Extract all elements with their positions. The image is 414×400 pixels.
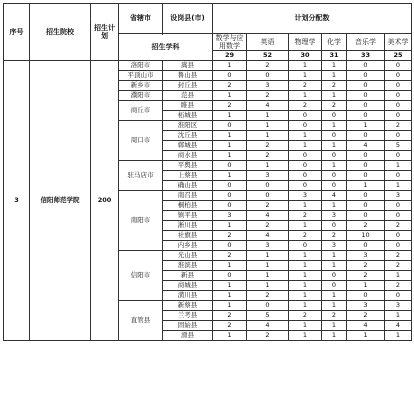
allocation-value: 2 xyxy=(347,311,385,321)
allocation-value: 1 xyxy=(385,181,412,191)
allocation-value: 0 xyxy=(322,271,347,281)
allocation-value: 0 xyxy=(322,281,347,291)
header-subject-0: 数学与应用数学 xyxy=(213,34,247,51)
allocation-value: 0 xyxy=(289,171,322,181)
allocation-value: 4 xyxy=(247,101,289,111)
county-cell: 嵩县 xyxy=(163,61,213,71)
allocation-value: 2 xyxy=(385,261,412,271)
allocation-value: 2 xyxy=(213,101,247,111)
allocation-value: 0 xyxy=(347,131,385,141)
allocation-value: 0 xyxy=(385,91,412,101)
allocation-value: 1 xyxy=(247,161,289,171)
allocation-value: 1 xyxy=(247,271,289,281)
allocation-value: 0 xyxy=(347,201,385,211)
county-cell: 淅川县 xyxy=(163,221,213,231)
county-cell: 确山县 xyxy=(163,181,213,191)
allocation-value: 0 xyxy=(247,181,289,191)
city-cell: 新乡市 xyxy=(119,81,163,91)
allocation-value: 2 xyxy=(213,231,247,241)
allocation-value: 0 xyxy=(322,171,347,181)
allocation-value: 0 xyxy=(213,121,247,131)
county-cell: 平舆县 xyxy=(163,161,213,171)
allocation-value: 2 xyxy=(247,331,289,341)
allocation-value: 0 xyxy=(347,151,385,161)
allocation-value: 2 xyxy=(289,311,322,321)
allocation-value: 1 xyxy=(289,251,322,261)
allocation-value: 1 xyxy=(322,91,347,101)
allocation-value: 0 xyxy=(213,181,247,191)
county-cell: 固始县 xyxy=(163,321,213,331)
allocation-value: 0 xyxy=(289,181,322,191)
allocation-value: 1 xyxy=(289,301,322,311)
header-subject-2: 物理学 xyxy=(289,34,322,51)
allocation-value: 1 xyxy=(347,121,385,131)
allocation-value: 2 xyxy=(385,121,412,131)
county-cell: 范县 xyxy=(163,91,213,101)
allocation-value: 2 xyxy=(213,81,247,91)
allocation-value: 1 xyxy=(322,201,347,211)
allocation-value: 3 xyxy=(213,211,247,221)
allocation-value: 0 xyxy=(247,301,289,311)
allocation-value: 1 xyxy=(213,61,247,71)
header-subject-5: 美术学 xyxy=(385,34,412,51)
county-cell: 桐柏县 xyxy=(163,201,213,211)
allocation-value: 4 xyxy=(247,321,289,331)
entry-seq: 3 xyxy=(4,61,30,341)
allocation-value: 0 xyxy=(289,151,322,161)
allocation-value: 1 xyxy=(213,111,247,121)
allocation-value: 1 xyxy=(213,141,247,151)
allocation-value: 3 xyxy=(322,211,347,221)
allocation-value: 1 xyxy=(289,221,322,231)
allocation-value: 1 xyxy=(213,331,247,341)
allocation-value: 0 xyxy=(213,161,247,171)
header-seq: 序号 xyxy=(4,4,30,61)
subject-total-1: 52 xyxy=(247,51,289,61)
city-cell: 洛阳市 xyxy=(119,61,163,71)
city-cell: 周口市 xyxy=(119,121,163,161)
allocation-value: 1 xyxy=(247,111,289,121)
allocation-value: 2 xyxy=(247,141,289,151)
allocation-value: 1 xyxy=(322,61,347,71)
city-cell: 平顶山市 xyxy=(119,71,163,81)
allocation-value: 0 xyxy=(347,91,385,101)
allocation-value: 2 xyxy=(289,81,322,91)
allocation-value: 3 xyxy=(289,191,322,201)
county-cell: 兰考县 xyxy=(163,311,213,321)
county-cell: 商水县 xyxy=(163,151,213,161)
allocation-value: 0 xyxy=(347,291,385,301)
allocation-value: 0 xyxy=(385,231,412,241)
allocation-value: 0 xyxy=(347,61,385,71)
allocation-value: 3 xyxy=(347,251,385,261)
allocation-value: 10 xyxy=(347,231,385,241)
allocation-value: 1 xyxy=(322,301,347,311)
allocation-value: 2 xyxy=(347,221,385,231)
allocation-value: 1 xyxy=(385,331,412,341)
header-county: 设岗县(市) xyxy=(163,4,213,34)
allocation-value: 1 xyxy=(347,281,385,291)
header-subject-3: 化学 xyxy=(322,34,347,51)
allocation-value: 1 xyxy=(289,321,322,331)
allocation-value: 1 xyxy=(213,91,247,101)
allocation-value: 0 xyxy=(322,151,347,161)
allocation-value: 1 xyxy=(213,291,247,301)
allocation-value: 1 xyxy=(213,261,247,271)
allocation-value: 1 xyxy=(289,201,322,211)
allocation-value: 0 xyxy=(289,111,322,121)
allocation-value: 5 xyxy=(247,311,289,321)
allocation-value: 1 xyxy=(213,301,247,311)
city-cell: 濮阳市 xyxy=(119,91,163,101)
allocation-value: 1 xyxy=(289,131,322,141)
allocation-value: 0 xyxy=(385,101,412,111)
city-cell: 驻马店市 xyxy=(119,161,163,191)
allocation-value: 0 xyxy=(213,71,247,81)
allocation-value: 0 xyxy=(213,201,247,211)
allocation-value: 1 xyxy=(322,141,347,151)
header-subject-label: 招生学科 xyxy=(119,34,213,61)
allocation-value: 1 xyxy=(289,71,322,81)
subject-total-3: 31 xyxy=(322,51,347,61)
allocation-value: 1 xyxy=(247,121,289,131)
allocation-value: 1 xyxy=(347,331,385,341)
allocation-value: 4 xyxy=(347,141,385,151)
allocation-value: 1 xyxy=(322,251,347,261)
table-row xyxy=(4,61,412,71)
allocation-value: 4 xyxy=(385,321,412,331)
allocation-value: 0 xyxy=(322,221,347,231)
subject-total-2: 30 xyxy=(289,51,322,61)
allocation-value: 2 xyxy=(322,311,347,321)
allocation-value: 1 xyxy=(322,261,347,271)
allocation-value: 0 xyxy=(385,111,412,121)
allocation-value: 3 xyxy=(347,301,385,311)
allocation-value: 0 xyxy=(385,241,412,251)
county-cell: 睢县 xyxy=(163,101,213,111)
header-allocation: 计划分配数 xyxy=(213,4,412,34)
allocation-value: 1 xyxy=(322,71,347,81)
allocation-value: 0 xyxy=(213,241,247,251)
county-cell: 封丘县 xyxy=(163,81,213,91)
allocation-value: 0 xyxy=(347,71,385,81)
allocation-value: 1 xyxy=(289,91,322,101)
allocation-value: 4 xyxy=(247,231,289,241)
allocation-value: 1 xyxy=(385,271,412,281)
header-school: 招生院校 xyxy=(30,4,91,61)
county-cell: 南召县 xyxy=(163,191,213,201)
subject-total-4: 33 xyxy=(347,51,385,61)
allocation-value: 1 xyxy=(322,331,347,341)
county-cell: 潢川县 xyxy=(163,291,213,301)
allocation-value: 1 xyxy=(213,131,247,141)
allocation-value: 0 xyxy=(347,241,385,251)
allocation-value: 0 xyxy=(347,111,385,121)
county-cell: 淮滨县 xyxy=(163,261,213,271)
allocation-value: 2 xyxy=(347,271,385,281)
allocation-value: 2 xyxy=(247,61,289,71)
allocation-value: 0 xyxy=(289,161,322,171)
allocation-value: 0 xyxy=(213,191,247,201)
allocation-value: 0 xyxy=(213,271,247,281)
allocation-value: 1 xyxy=(347,181,385,191)
county-cell: 新县 xyxy=(163,271,213,281)
allocation-value: 2 xyxy=(247,221,289,231)
allocation-table xyxy=(3,3,412,341)
allocation-value: 3 xyxy=(385,191,412,201)
allocation-value: 1 xyxy=(247,131,289,141)
allocation-value: 1 xyxy=(322,291,347,301)
allocation-value: 0 xyxy=(347,161,385,171)
city-cell: 南阳市 xyxy=(119,191,163,251)
allocation-value: 1 xyxy=(213,281,247,291)
allocation-value: 0 xyxy=(247,71,289,81)
allocation-value: 2 xyxy=(213,251,247,261)
allocation-value: 3 xyxy=(322,241,347,251)
allocation-value: 2 xyxy=(322,101,347,111)
allocation-value: 2 xyxy=(347,261,385,271)
allocation-value: 1 xyxy=(289,331,322,341)
allocation-value: 1 xyxy=(247,261,289,271)
allocation-value: 0 xyxy=(247,191,289,201)
allocation-value: 2 xyxy=(213,321,247,331)
allocation-value: 0 xyxy=(347,191,385,201)
allocation-value: 0 xyxy=(289,121,322,131)
allocation-value: 1 xyxy=(289,271,322,281)
allocation-value: 1 xyxy=(322,321,347,331)
allocation-value: 0 xyxy=(385,291,412,301)
allocation-value: 1 xyxy=(213,151,247,161)
allocation-value: 1 xyxy=(322,161,347,171)
allocation-value: 3 xyxy=(247,81,289,91)
allocation-value: 0 xyxy=(385,151,412,161)
allocation-value: 0 xyxy=(385,211,412,221)
allocation-value: 1 xyxy=(289,281,322,291)
allocation-value: 4 xyxy=(247,211,289,221)
allocation-value: 2 xyxy=(247,151,289,161)
allocation-value: 0 xyxy=(322,111,347,121)
allocation-value: 0 xyxy=(289,241,322,251)
city-cell: 直管县 xyxy=(119,301,163,341)
allocation-value: 1 xyxy=(289,61,322,71)
allocation-table-container xyxy=(3,3,411,397)
county-cell: 淮阳区 xyxy=(163,121,213,131)
allocation-value: 2 xyxy=(385,251,412,261)
allocation-value: 0 xyxy=(385,201,412,211)
subject-total-0: 29 xyxy=(213,51,247,61)
allocation-value: 1 xyxy=(247,251,289,261)
county-cell: 郸城县 xyxy=(163,141,213,151)
allocation-value: 4 xyxy=(347,321,385,331)
allocation-value: 2 xyxy=(289,231,322,241)
allocation-value: 1 xyxy=(289,141,322,151)
allocation-value: 0 xyxy=(347,81,385,91)
county-cell: 新蔡县 xyxy=(163,301,213,311)
allocation-value: 1 xyxy=(385,161,412,171)
header-subject-1: 英语 xyxy=(247,34,289,51)
allocation-value: 0 xyxy=(385,131,412,141)
allocation-value: 3 xyxy=(385,301,412,311)
allocation-value: 1 xyxy=(213,221,247,231)
allocation-value: 1 xyxy=(289,291,322,301)
allocation-value: 0 xyxy=(347,101,385,111)
allocation-value: 0 xyxy=(385,81,412,91)
county-cell: 商城县 xyxy=(163,281,213,291)
allocation-value: 0 xyxy=(385,171,412,181)
county-cell: 上蔡县 xyxy=(163,171,213,181)
allocation-value: 0 xyxy=(347,171,385,181)
subject-total-5: 25 xyxy=(385,51,412,61)
entry-plan: 200 xyxy=(91,61,119,341)
allocation-value: 2 xyxy=(289,211,322,221)
allocation-value: 2 xyxy=(385,221,412,231)
county-cell: 光山县 xyxy=(163,251,213,261)
county-cell: 社旗县 xyxy=(163,231,213,241)
allocation-value: 0 xyxy=(322,181,347,191)
header-city: 省辖市 xyxy=(119,4,163,34)
county-cell: 镇平县 xyxy=(163,211,213,221)
allocation-value: 2 xyxy=(322,81,347,91)
header-subject-4: 音乐学 xyxy=(347,34,385,51)
allocation-value: 0 xyxy=(322,131,347,141)
city-cell: 商丘市 xyxy=(119,101,163,121)
allocation-value: 2 xyxy=(289,101,322,111)
allocation-value: 1 xyxy=(247,281,289,291)
county-cell: 沈丘县 xyxy=(163,131,213,141)
allocation-value: 4 xyxy=(322,191,347,201)
city-cell: 信阳市 xyxy=(119,251,163,301)
county-cell: 鲁山县 xyxy=(163,71,213,81)
allocation-value: 2 xyxy=(247,201,289,211)
allocation-value: 0 xyxy=(385,61,412,71)
entry-school: 信阳师范学院 xyxy=(30,61,91,341)
county-cell: 滑县 xyxy=(163,331,213,341)
allocation-value: 2 xyxy=(213,311,247,321)
county-cell: 内乡县 xyxy=(163,241,213,251)
allocation-value: 0 xyxy=(347,211,385,221)
allocation-value: 2 xyxy=(385,281,412,291)
allocation-value: 5 xyxy=(385,141,412,151)
allocation-value: 2 xyxy=(247,291,289,301)
allocation-value: 1 xyxy=(322,121,347,131)
allocation-value: 3 xyxy=(247,241,289,251)
allocation-value: 1 xyxy=(385,311,412,321)
allocation-value: 1 xyxy=(289,261,322,271)
allocation-value: 1 xyxy=(213,171,247,181)
header-plan: 招生计划 xyxy=(91,4,119,61)
county-cell: 柘城县 xyxy=(163,111,213,121)
allocation-value: 0 xyxy=(385,71,412,81)
allocation-value: 2 xyxy=(322,231,347,241)
allocation-value: 3 xyxy=(247,171,289,181)
allocation-value: 2 xyxy=(247,91,289,101)
